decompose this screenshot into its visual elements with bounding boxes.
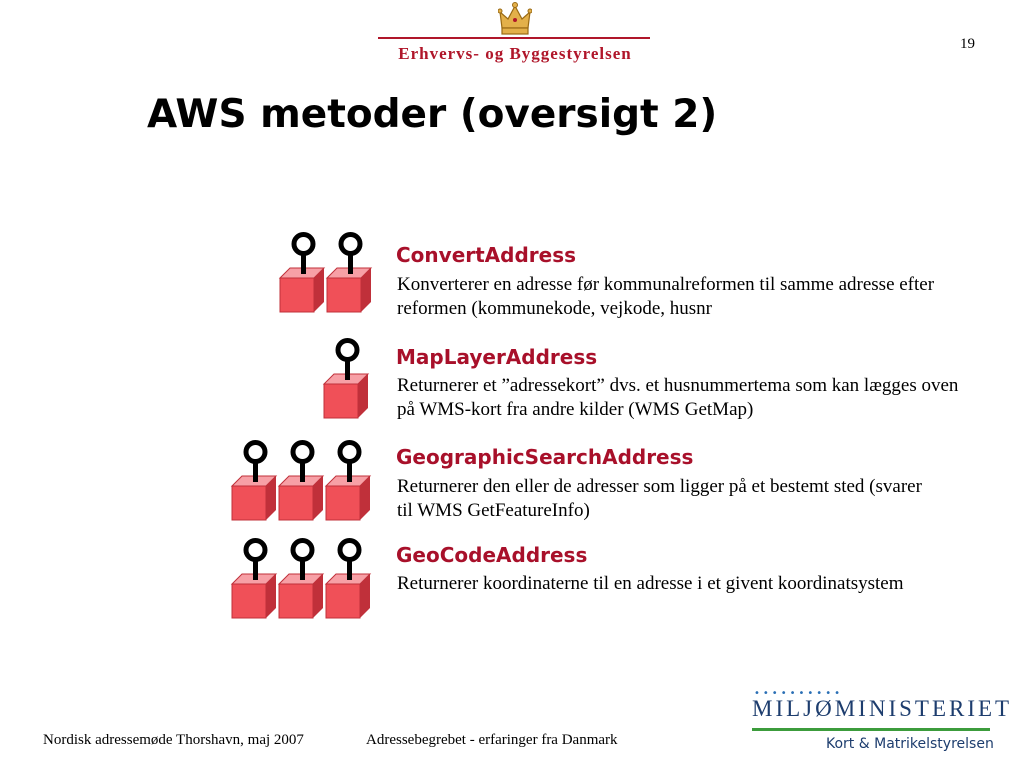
method-icons-geocodeaddress xyxy=(230,536,381,627)
pin-cube-icon xyxy=(279,443,323,521)
footer-presentation-title: Adressebegrebet - erfaringer fra Danmark xyxy=(366,732,618,748)
slide-number: 19 xyxy=(960,36,975,52)
method-desc-convertaddress: Konverterer en adresse før kommunalreformen til samme adresse efter reformen (kommunekode, vejkode, husnr xyxy=(397,274,935,319)
method-name-geocodeaddress: GeoCodeAddress xyxy=(396,543,588,567)
pin-cube-group xyxy=(230,536,381,622)
method-name-convertaddress: ConvertAddress xyxy=(396,243,577,267)
slide-title: AWS metoder (oversigt 2) xyxy=(147,92,718,137)
method-icons-geographicsearchaddress xyxy=(230,438,381,529)
ministry-logo xyxy=(752,688,1013,760)
pin-cube-group xyxy=(322,336,379,422)
logo-rule xyxy=(378,37,650,39)
method-desc-geographicsearchaddress: Returnerer den eller de adresser som ligger på et bestemt sted (svarer til WMS GetFeatureInfo) xyxy=(397,476,922,521)
method-icons-maplayeraddress xyxy=(322,336,379,427)
pin-cube-icon xyxy=(232,541,276,619)
ministry-dots: •••••••••• xyxy=(754,688,843,699)
method-name-maplayeraddress: MapLayerAddress xyxy=(396,345,598,369)
pin-cube-icon xyxy=(280,235,324,313)
method-desc-maplayeraddress: Returnerer et ”adressekort” dvs. et husnummertema som kan lægges oven på WMS-kort fra andre kilder (WMS GetMap) xyxy=(397,375,959,420)
ministry-rule xyxy=(752,728,990,731)
method-icons-convertaddress xyxy=(278,230,382,321)
pin-cube-group xyxy=(278,230,382,316)
pin-cube-icon xyxy=(326,541,370,619)
pin-cube-group xyxy=(230,438,381,524)
footer-event: Nordisk adressemøde Thorshavn, maj 2007 xyxy=(43,732,304,748)
ministry-agency: Kort & Matrikelstyrelsen xyxy=(826,736,994,752)
method-desc-geocodeaddress: Returnerer koordinaterne til en adresse i et givent koordinatsystem xyxy=(397,573,904,594)
pin-cube-icon xyxy=(232,443,276,521)
ministry-name: MILJØMINISTERIET xyxy=(752,696,1013,721)
organization-name: Erhvervs- og Byggestyrelsen xyxy=(398,44,632,63)
pin-cube-icon xyxy=(279,541,323,619)
pin-cube-icon xyxy=(326,443,370,521)
pin-cube-icon xyxy=(327,235,371,313)
method-name-geographicsearchaddress: GeographicSearchAddress xyxy=(396,445,694,469)
pin-cube-icon xyxy=(324,341,368,419)
header-logo xyxy=(370,0,660,70)
crown-icon xyxy=(498,2,532,38)
